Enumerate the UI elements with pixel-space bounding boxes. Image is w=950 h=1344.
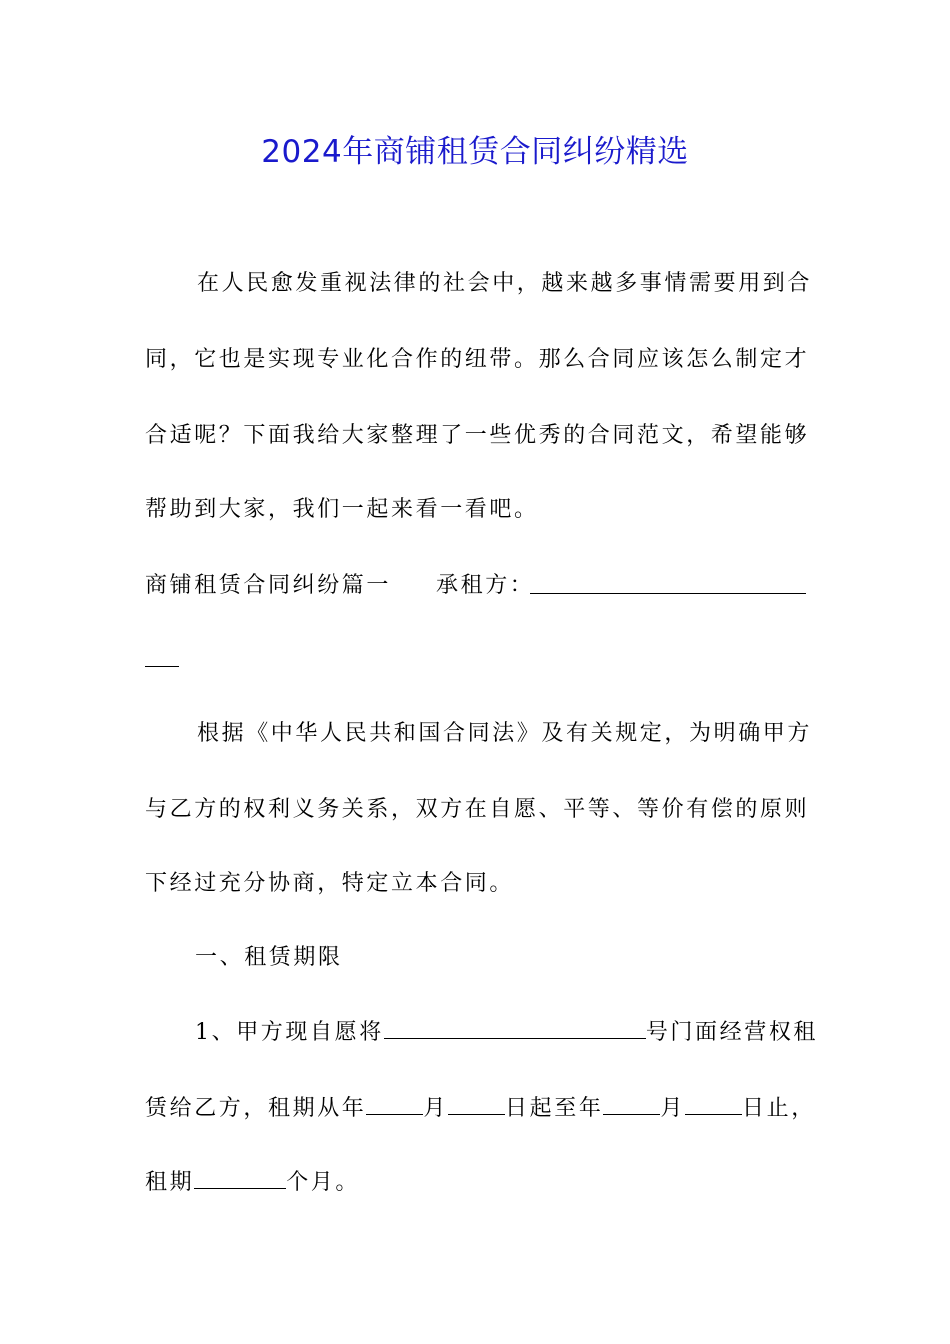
intro-line-1: 在人民愈发重视法律的社会中，越来越多事情需要用到合 [197, 271, 813, 296]
intro-line-4: 帮助到大家，我们一起来看一看吧。 [145, 497, 539, 522]
clause-1-text: 1、甲方现自愿将 [195, 1020, 384, 1045]
section-heading-row [145, 570, 391, 602]
intro-line-2: 同，它也是实现专业化合作的纽带。那么合同应该怎么制定才 [145, 347, 810, 372]
lessee-blank-line-continued [145, 666, 179, 667]
clause-1-paragraph-line-1 [195, 1016, 818, 1049]
clause-1-text: 租期 [145, 1170, 195, 1195]
basis-line-3: 下经过充分协商，特定立本合同。 [145, 871, 515, 896]
start-day-blank [448, 1092, 505, 1115]
basis-line-1: 根据《中华人民共和国合同法》及有关规定，为明确甲方 [197, 721, 813, 746]
document-title: 2024年商铺租赁合同纠纷精选 [261, 134, 689, 170]
lease-months-blank [194, 1166, 286, 1189]
clause-1-paragraph-line-2 [145, 1092, 816, 1125]
lessee-label: 承租方： [436, 573, 535, 598]
shop-number-blank [384, 1016, 646, 1039]
clause-1-text: 号门面经营权租 [645, 1020, 819, 1045]
lessee-blank-line [530, 593, 806, 594]
clause-1-paragraph-line-3 [145, 1166, 360, 1199]
clause-1-text: 月 [423, 1096, 449, 1121]
intro-line-3: 合适呢？下面我给大家整理了一些优秀的合同范文，希望能够 [145, 423, 810, 448]
clause-1-text: 月 [660, 1096, 686, 1121]
clause-1-text: 日止， [742, 1096, 816, 1121]
start-month-blank [366, 1092, 423, 1115]
clause-1-text: 日起至年 [505, 1096, 604, 1121]
clause-1-heading: 一、租赁期限 [195, 945, 343, 970]
end-day-blank [685, 1092, 742, 1115]
clause-1-text: 个月。 [286, 1170, 361, 1195]
section-heading: 商铺租赁合同纠纷篇一 [145, 573, 392, 598]
basis-line-2: 与乙方的权利义务关系，双方在自愿、平等、等价有偿的原则 [145, 797, 810, 822]
clause-1-text: 赁给乙方，租期从年 [145, 1096, 367, 1121]
end-month-blank [603, 1092, 660, 1115]
